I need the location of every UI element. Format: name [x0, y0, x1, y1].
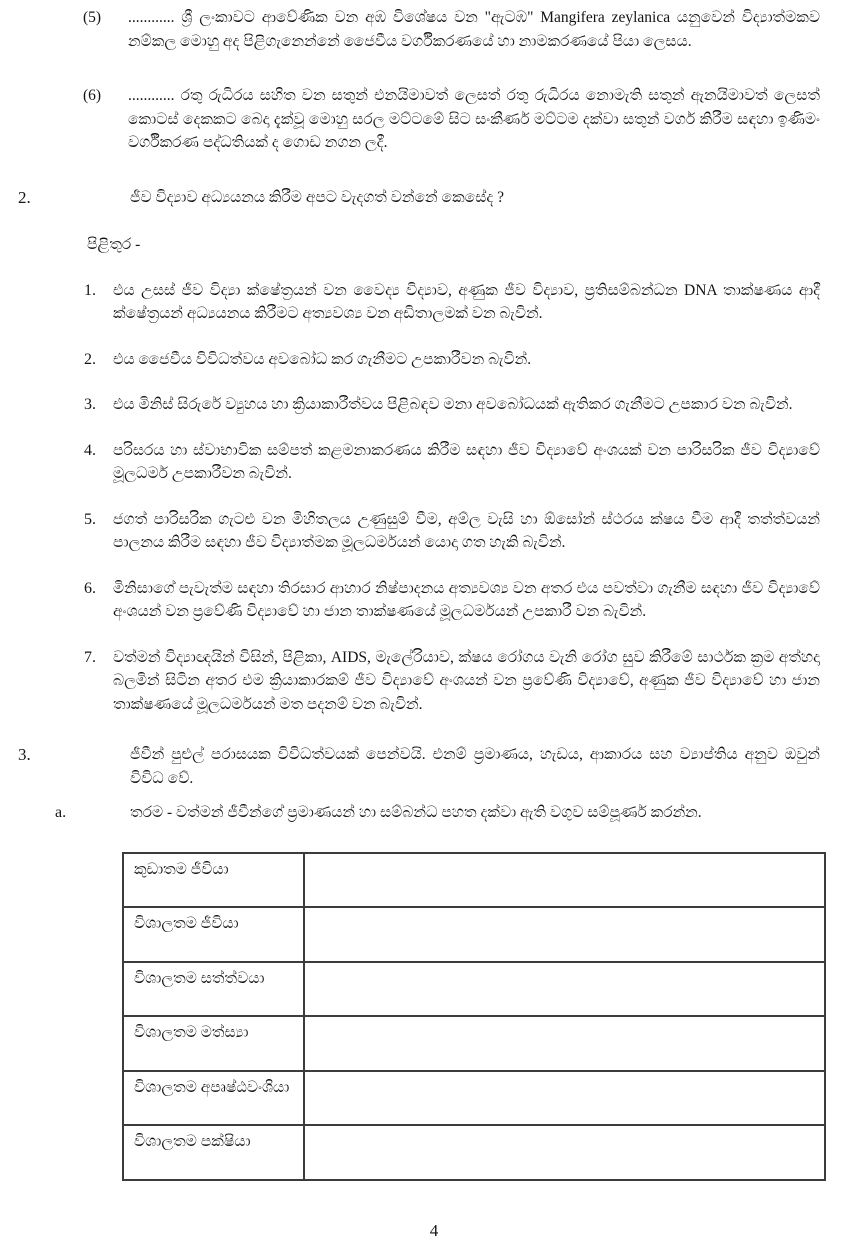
answer-5-number: 5. [84, 510, 96, 528]
fill-item-6-text: ............ රතු රුධිරය සහිත වන සතුන් එනයිමාවත් ලෙසත් රතු රුධිරය නොමැති සතුන් ඇනයිමාවත් ලෙසත් කොටස් දෙකකට බෙදා දැක්වූ මොහු සරල මට්ටමේ සිට සංකීර්ණ මට්ටම දක්වා සතුන් වර්ග කිරීම සඳහා ඉණිමං වර්ගීකරණ පද්ධතියක් ද ගොඩ නගන ලදී. [128, 87, 820, 151]
table-row-label: විශාලතම සත්ත්වයා [123, 962, 304, 1017]
fill-item-6-number: (6) [83, 87, 102, 104]
question-3a-text: තරම - වත්මන් ජීවීන්ගේ ප්‍රමාණයන් හා සම්බන්ධ පහත දක්වා ඇති වගුව සම්පූර්ණ කරන්න. [130, 804, 702, 821]
question-3-number: 3. [18, 745, 31, 764]
answer-item-2 [84, 348, 820, 372]
question-2 [18, 186, 820, 210]
answer-5-text: ජගත් පාරිසරික ගැටළු වන මිහිතලය උණුසුම් වීම, අම්ල වැසි හා ඕසෝන් ස්ථරය ක්ෂය වීම ආදී තත්ත්වයන් පාලනය කිරීම සඳහා ජීව විද්‍යාත්මක මූලධර්මයන් යොදා ගත හැකි බැවින්. [113, 510, 820, 551]
answer-2-text: එය ජෛවීය විවිධත්වය අවබෝධ කර ගැනීමට උපකාරීවන බැවින්. [113, 350, 532, 368]
question-2-text: ජීව විද්‍යාව අධ්‍යයනය කිරීම අපට වැදගත් වන්නේ කෙසේද ? [130, 188, 504, 206]
question-3a-number: a. [55, 804, 67, 821]
answer-4-number: 4. [84, 441, 96, 459]
fill-item-5 [83, 6, 820, 53]
table-row-blank [304, 907, 825, 962]
answer-6-number: 6. [84, 579, 96, 597]
fill-item-6 [83, 84, 820, 155]
answer-7-number: 7. [84, 648, 96, 666]
size-comparison-table [122, 852, 826, 1181]
fill-item-5-text: ............ ශ්‍රී ලංකාවට ආවේණික වන අඹ විශේෂය වන "ඇටඹ" Mangifera zeylanica යනුවෙන් විද්‍යාත්මකව නම්කල මොහු අද පිළිගැනෙන්නේ ජෛවීය වර්ගීකරණයේ හා නාමකරණයේ පියා ලෙසය. [128, 9, 820, 50]
table-row [123, 1125, 825, 1180]
table-row-label: විශාලතම මත්ස්‍යා [123, 1016, 304, 1071]
answer-1-number: 1. [84, 281, 96, 299]
answer-2-number: 2. [84, 350, 96, 368]
table-row-label: විශාලතම අපෘෂ්ඨවංශියා [123, 1071, 304, 1126]
table-row [123, 853, 825, 908]
table-row-blank [304, 1016, 825, 1071]
answer-3-text: එය මිනිස් සිරුරේ ව්‍යුහය හා ක්‍රියාකාරීත්වය පිළිබඳව මනා අවබෝධයක් ඇතිකර ගැනීමට උපකාර වන බැවින්. [113, 396, 793, 413]
answer-3-number: 3. [84, 396, 96, 413]
question-3-text: ජීවීන් පුළුල් පරාසයක විවිධත්වයක් පෙන්වයි. එනම් ප්‍රමාණය, හැඩය, ආකාරය සහ ව්‍යාප්තිය අනුව ඔවුන් විවිධ වේ. [130, 746, 820, 787]
table-row-label: විශාලතම ජීවියා [123, 907, 304, 962]
answer-6-text: මිනිසාගේ පැවැත්ම සඳහා තිරසාර ආහාර නිෂ්පාදනය අත්‍යවශ්‍ය වන අතර එය පවත්වා ගැනීම සඳහා ජීව විද්‍යාවේ අංශයන් වන ප්‍රවේණි විද්‍යාවේ හා ජාන තාක්ෂණයේ මූලධර්මයන් උපකාරී වන බැවින්. [113, 579, 820, 620]
question-2-number: 2. [18, 187, 31, 207]
answer-1-text: එය උසස් ජීව විද්‍යා ක්ෂේත්‍රයන් වන වෛද්‍ය විද්‍යාව, අණුක ජීව විද්‍යාව, ප්‍රතිසම්බන්ධන DNA තාක්ෂණය ආදී ක්ෂේත්‍රයන් අධ්‍යයනය කිරීමට අත්‍යවශ්‍ය වන අඩිතාලමක් වන බැවින්. [113, 281, 820, 322]
answer-item-6 [84, 577, 820, 624]
table-row-label: විශාලතම පක්ෂියා [123, 1125, 304, 1180]
table-row [123, 1071, 825, 1126]
answer-item-3 [84, 393, 820, 417]
page-number: 4 [429, 1220, 439, 1240]
table-row-label: කුඩාතම ජීවියා [123, 853, 304, 908]
table-row-blank [304, 853, 825, 908]
answer-item-1 [84, 279, 820, 326]
answer-4-text: පරිසරය හා ස්වාභාවික සම්පත් කළමනාකරණය කිරීම සඳහා ජීව විද්‍යාවේ අංශයක් වන පාරිසරික ජීව විද්‍යාවේ මූලධර්ම උපකාරීවන බැවින්. [113, 441, 820, 482]
answer-7-text: වත්මන් විද්‍යාඥයින් විසින්, පිළිකා, AIDS, මැලේරියාව, ක්ෂය රෝගය වැනි රෝග සුව කිරීමේ සාර්ථක ක්‍රම අත්හදා බලමින් සිටින අතර එම ක්‍රියාකාරකම් ජීව විද්‍යාවේ අංශයන් වන ප්‍රවේණි විද්‍යාවේ, අණුක ජීව විද්‍යාවේ හා ජාන තාක්ෂණයේ මූලධර්මයන් මත පදනම් වන බැවින්. [113, 648, 820, 713]
table-row [123, 1016, 825, 1071]
question-3a [55, 801, 820, 825]
answers-label: පිළිතුර - [87, 236, 141, 253]
table-row-blank [304, 962, 825, 1017]
answer-item-7 [84, 646, 820, 717]
question-3 [18, 743, 820, 790]
table-row [123, 962, 825, 1017]
table-row-blank [304, 1071, 825, 1126]
table-row-blank [304, 1125, 825, 1180]
answer-item-4 [84, 439, 820, 486]
answer-item-5 [84, 508, 820, 555]
fill-item-5-number: (5) [83, 9, 102, 26]
table-row [123, 907, 825, 962]
